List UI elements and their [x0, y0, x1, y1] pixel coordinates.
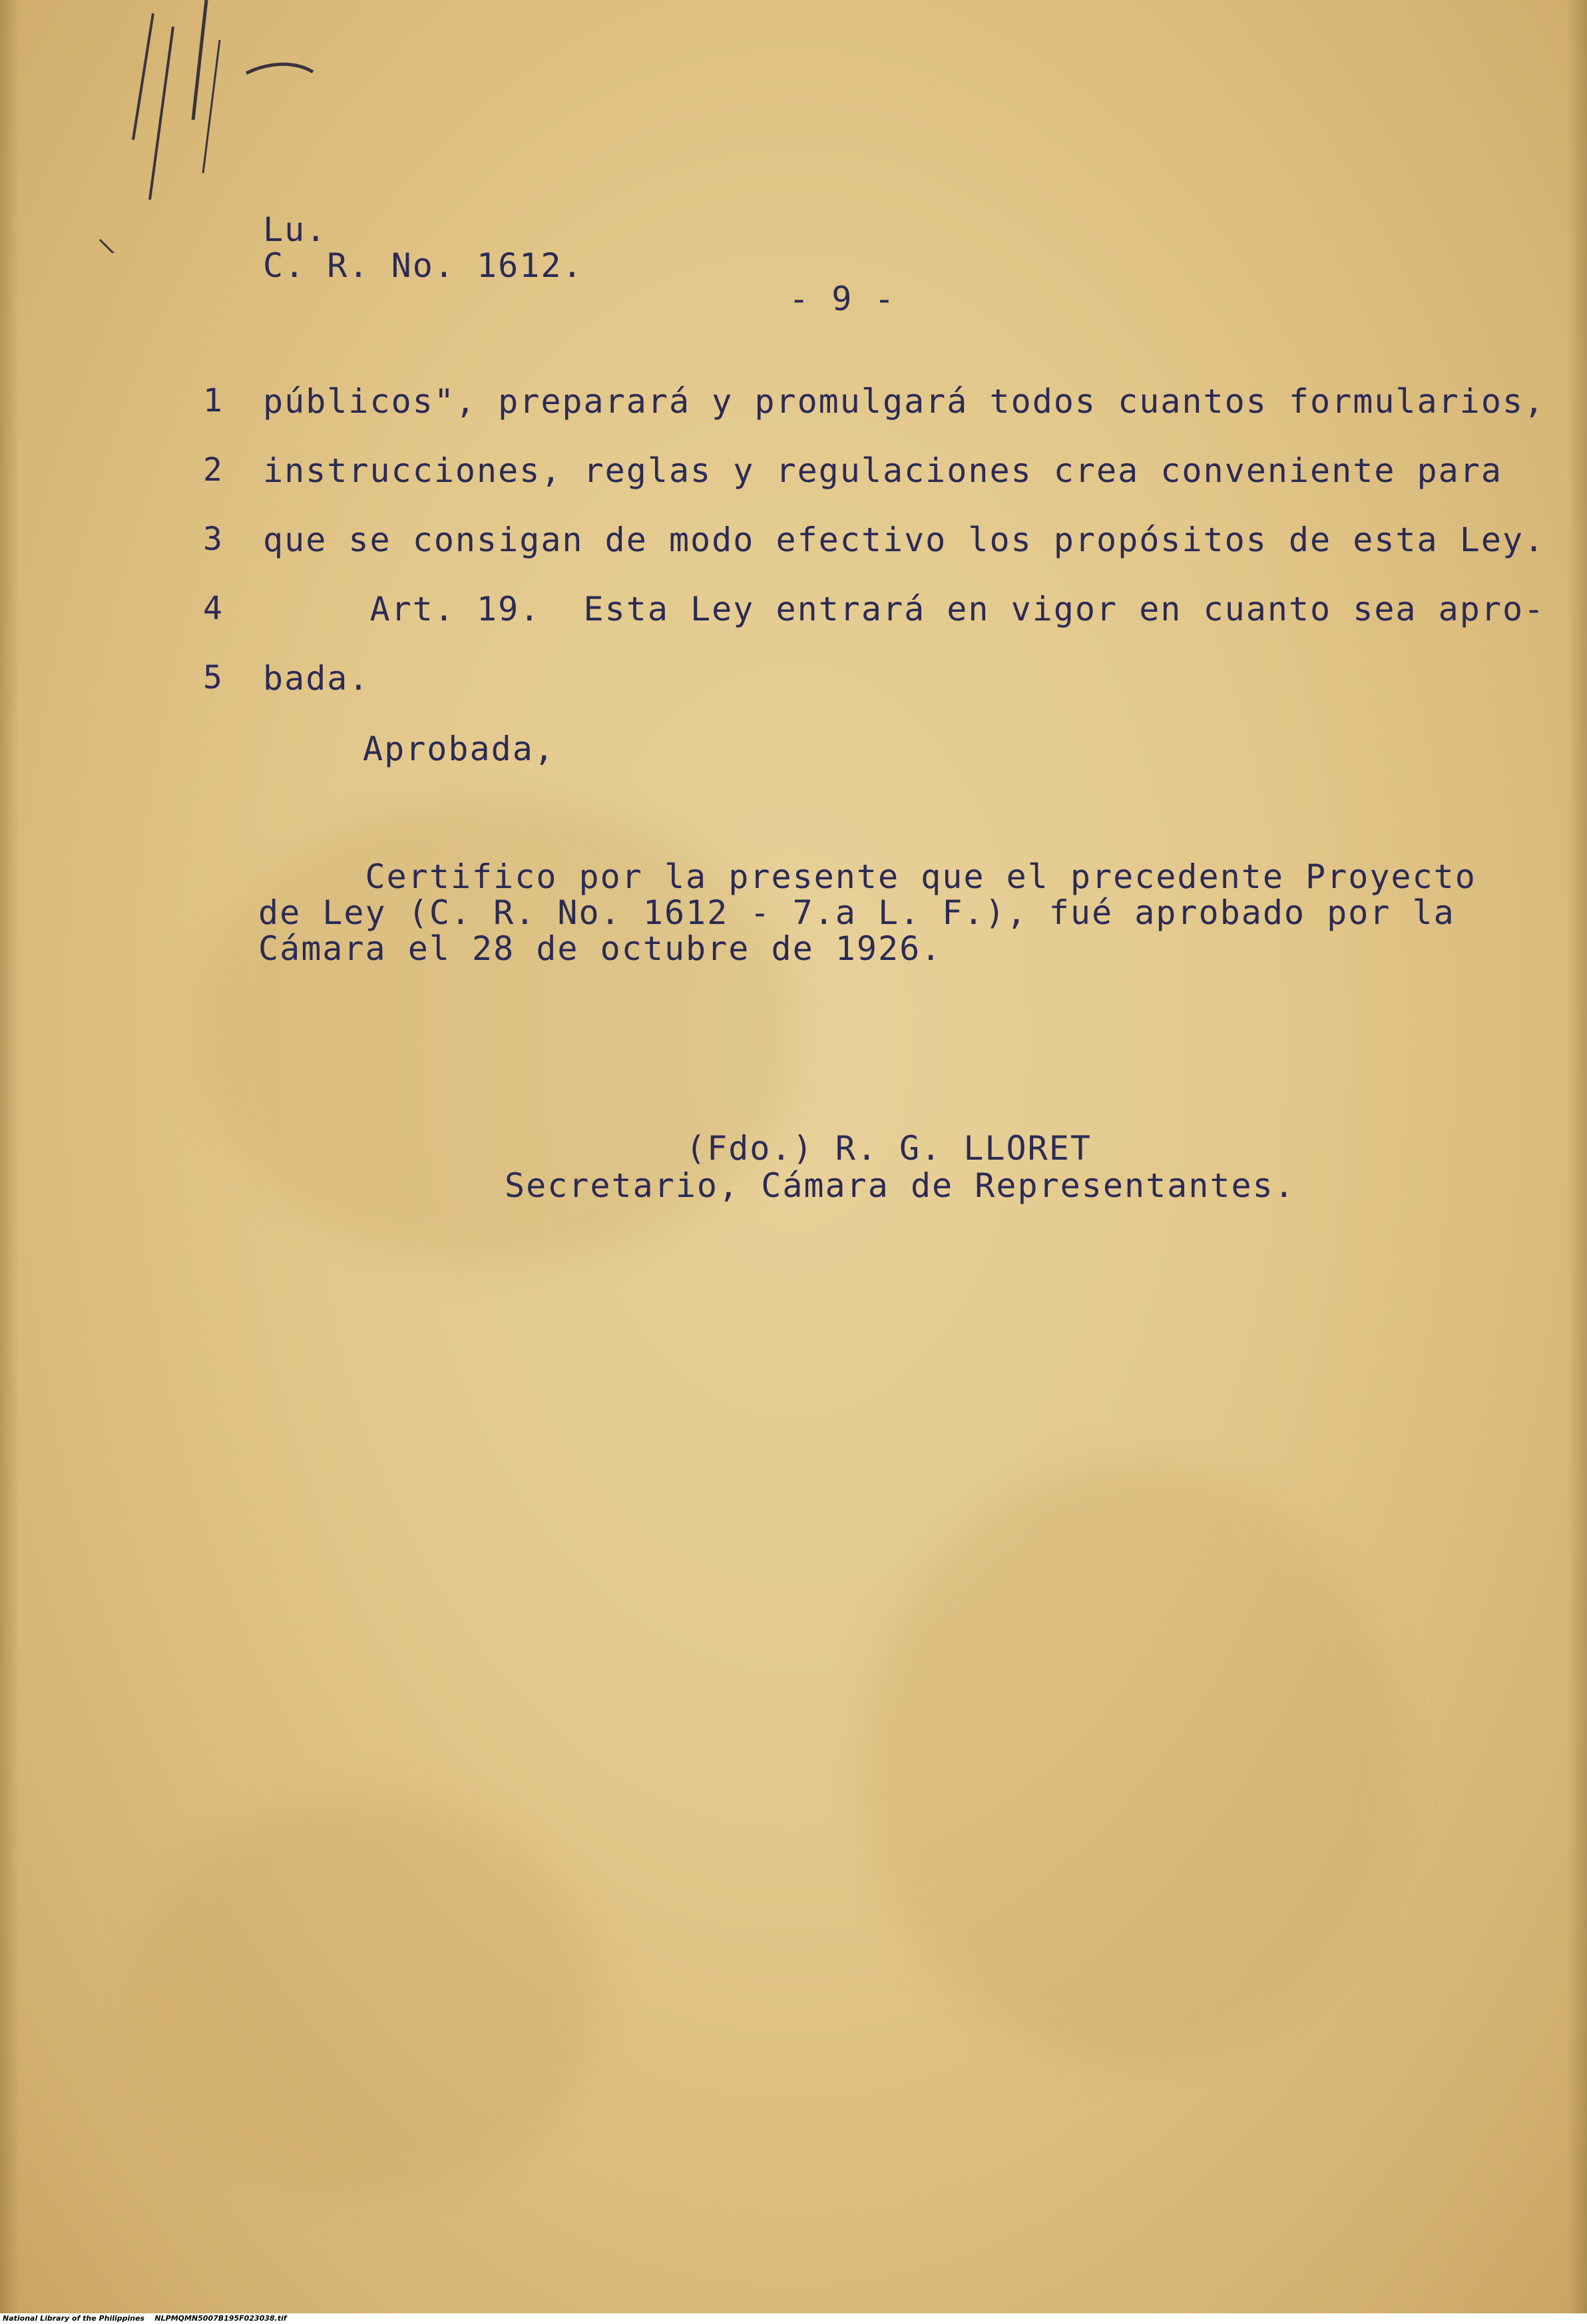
line-number: 2 — [203, 451, 222, 489]
body-line: que se consigan de modo efectivo los propósitos de esta Ley. — [263, 521, 1546, 559]
body-line: Art. 19. Esta Ley entrará en vigor en cuanto sea apro- — [263, 590, 1546, 628]
signature-title: Secretario, Cámara de Representantes. — [505, 1166, 1295, 1205]
body-line: instrucciones, reglas y regulaciones crea conveniente para — [263, 451, 1502, 490]
bill-reference: C. R. No. 1612. — [263, 246, 584, 285]
signature-name: (Fdo.) R. G. LLORET — [686, 1129, 1092, 1168]
body-line: bada. — [263, 659, 370, 698]
footer-source: National Library of the Philippines NLPMQMN5007B195F023038.tif — [3, 2314, 287, 2323]
certification-line: Certifico por la presente que el precedente Proyecto — [258, 857, 1476, 896]
certification-line: Cámara el 28 de octubre de 1926. — [258, 929, 943, 968]
line-number: 5 — [203, 659, 222, 696]
page-number: - 9 - — [789, 280, 896, 318]
certification-line: de Ley (C. R. No. 1612 - 7.a L. F.), fué aprobado por la — [258, 893, 1455, 932]
line-number: 4 — [203, 590, 222, 627]
body-line: públicos", preparará y promulgará todos cuantos formularios, — [263, 382, 1546, 421]
line-number: 3 — [203, 521, 222, 558]
line-number: 1 — [203, 382, 222, 419]
approved-label: Aprobada, — [363, 730, 555, 768]
scan-footer — [0, 2313, 1587, 2324]
typist-initials: Lu. — [263, 210, 328, 249]
